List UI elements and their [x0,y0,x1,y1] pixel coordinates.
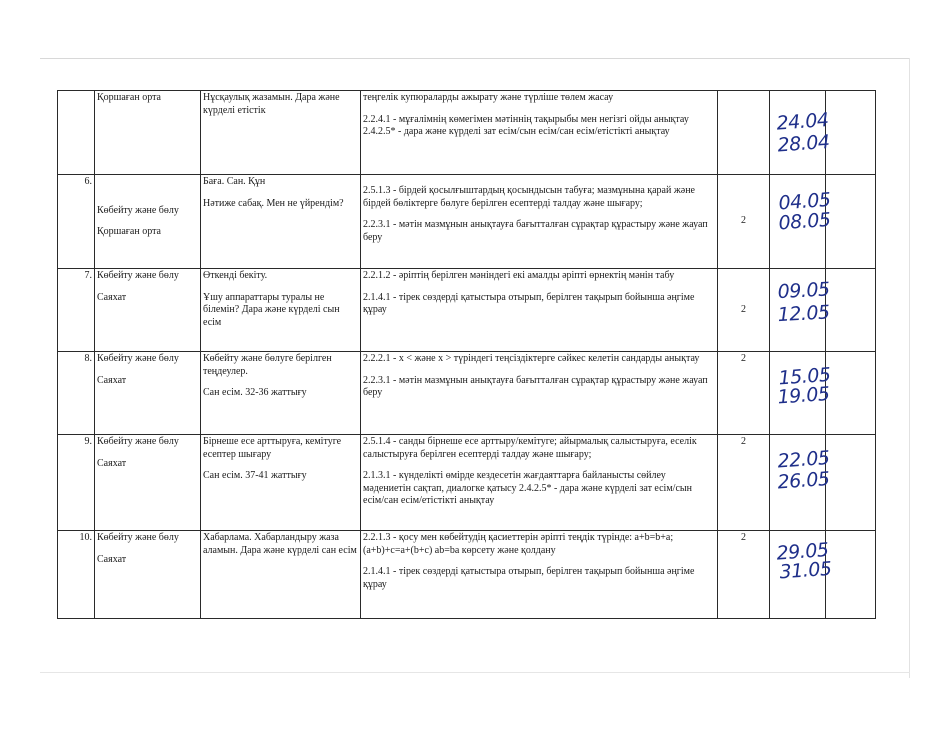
handwritten-dates [772,270,831,350]
handwritten-dates [772,436,831,529]
handwritten-date-start: 04.05 [777,188,832,215]
lesson-text: Сан есім. 37-41 жаттығу [203,470,307,481]
handwritten-dates [772,353,832,433]
lesson-text: Бірнеше есе арттыруға, кемітуге есептер шығару [203,436,342,460]
topic-text: Қоршаған орта [97,92,161,103]
row-number: 9. [58,435,95,531]
objective-text: теңгелік купюраларды ажырату және түрліше төлем жасау [363,92,614,103]
objectives-cell [361,531,718,619]
lesson-cell [201,91,361,175]
lesson-text: Сан есім. 32-36 жаттығу [203,387,307,398]
topic-cell [95,352,201,435]
handwritten-date-start: 09.05 [777,278,831,304]
hours-cell: 2 [718,435,770,531]
row-number: 8. [58,352,95,435]
handwritten-date-end: 26.05 [776,467,831,494]
handwritten-date-start: 24.04 [775,109,830,135]
date-cell [770,435,831,531]
date-cell [770,91,831,175]
objective-text: 2.2.3.1 - мәтін мазмұнын анықтауға бағытталған сұрақтар құрастыру және жауап беру [363,374,708,398]
row-number: 6. [58,175,95,269]
notes-cell [826,352,876,435]
scan-edge-right [909,58,910,678]
table-row [58,531,876,619]
notes-cell [826,175,876,269]
handwritten-date-start: 22.05 [776,446,831,473]
notes-cell [826,435,876,531]
lesson-text: Баға. Сан. Құн [203,176,266,187]
objective-text: 2.2.1.2 - әріптің берілген мәніндегі екі амалды әріпті өрнектің мәнін табу [363,270,675,281]
scan-edge-top [40,58,910,59]
objective-text: 2.2.2.1 - x < және x > түріндегі теңсіздіктерге сәйкес келетін сандарды анықтау [363,353,700,364]
topic-text: Көбейту және бөлу [97,436,179,447]
table-row [58,175,876,269]
hours-cell: 2 [718,269,770,352]
row-number [58,91,95,175]
notes-cell [826,531,876,619]
handwritten-date-start: 15.05 [777,363,832,390]
lesson-cell [201,175,361,269]
lesson-text: Ұшу аппараттары туралы не білемін? Дара және күрделі сын есім [203,291,340,328]
topic-text: Саяхат [97,553,127,565]
table-row [58,435,876,531]
date-cell [770,352,832,435]
lesson-plan-table [57,90,876,619]
hours-cell [718,91,770,175]
date-cell [770,531,833,619]
objective-text: 2.1.4.1 - тірек сөздерді қатыстыра отырып, берілген тақырып бойынша әңгіме құрау [363,291,695,315]
table-row [58,91,876,175]
topic-cell [95,175,201,269]
handwritten-date-end: 12.05 [777,301,831,327]
objective-text: 2.5.1.3 - бірдей қосылғыштардың қосындысын табуға; мазмұнына қарай және бірдей бөліктерге бөлуге берілген есептерді талдау және шығару; [363,185,695,209]
lesson-text: Нәтиже сабақ. Мен не үйрендім? [203,197,344,209]
handwritten-dates [772,176,832,266]
objective-text: 2.5.1.4 - санды бірнеше есе арттыру/кемітуге; айырмалық салыстыруға, еселік салыстыруға берілген есептерді талдау және шығару; [363,436,697,460]
objectives-cell [361,175,718,269]
lesson-text: Хабарлама. Хабарландыру жаза аламын. Дара және күрделі сан есім [203,532,357,556]
handwritten-date-end: 19.05 [776,382,831,409]
objectives-cell [361,269,718,352]
objective-text: 2.2.1.3 - қосу мен көбейтудің қасиеттерін әріпті теңдік түрінде: a+b=b+a; (a+b)+c=a+(b+c) ab=ba көрсету және қолдану [363,532,674,556]
lesson-cell [201,531,361,619]
hours-cell: 2 [718,352,770,435]
lesson-text: Нұсқаулық жазамын. Дара және күрделі етістік [203,92,340,116]
lesson-text: Көбейту және бөлуге берілген теңдеулер. [203,353,332,377]
handwritten-dates [772,92,831,172]
topic-cell [95,91,201,175]
handwritten-date-end: 28.04 [776,130,831,157]
objective-text: 2.1.3.1 - күнделікті өмірде кездесетін жағдаяттарға байланысты сөйлеу мәдениетін сақтап, диалогке қатысу 2.4.2.5* - дара және күрделі зат есім/сын есім/сан есім/етістікті анықтау [363,470,692,506]
handwritten-date-end: 31.05 [778,557,833,584]
hours-cell: 2 [718,531,770,619]
handwritten-date-end: 08.05 [777,208,832,235]
date-cell [770,175,832,269]
date-cell [770,269,831,352]
topic-text: Саяхат [97,457,127,469]
objectives-cell [361,352,718,435]
topic-text: Саяхат [97,291,127,303]
table-row [58,352,876,435]
topic-text: Қоршаған орта [97,226,161,237]
objectives-cell [361,91,718,175]
row-number: 7. [58,269,95,352]
lesson-text: Өткенді бекіту. [203,270,268,281]
topic-text: Көбейту және бөлу [97,204,179,216]
topic-cell [95,531,201,619]
table-row [58,269,876,352]
notes-cell [826,91,876,175]
objective-text: 2.2.3.1 - мәтін мазмұнын анықтауға бағытталған сұрақтар құрастыру және жауап беру [363,219,708,243]
scan-edge-bottom [40,672,910,673]
topic-text: Көбейту және бөлу [97,532,179,543]
handwritten-date-start: 29.05 [775,539,830,565]
topic-text: Саяхат [97,374,127,386]
lesson-cell [201,269,361,352]
topic-text: Көбейту және бөлу [97,270,179,281]
topic-cell [95,269,201,352]
lesson-cell [201,435,361,531]
objective-text: 2.2.4.1 - мұғалімнің көмегімен мәтіннің тақырыбы мен негізгі ойды анықтау 2.4.2.5* - дара және күрделі зат есім/сын есім/сан есім/етістікті анықтау [363,113,689,137]
row-number: 10. [58,531,95,619]
hours-cell: 2 [718,175,770,269]
topic-cell [95,435,201,531]
lesson-cell [201,352,361,435]
objective-text: 2.1.4.1 - тірек сөздерді қатыстыра отырып, берілген тақырып бойынша әңгіме құрау [363,566,695,590]
objectives-cell [361,435,718,531]
notes-cell [826,269,876,352]
topic-text: Көбейту және бөлу [97,353,179,364]
handwritten-dates [772,532,833,617]
